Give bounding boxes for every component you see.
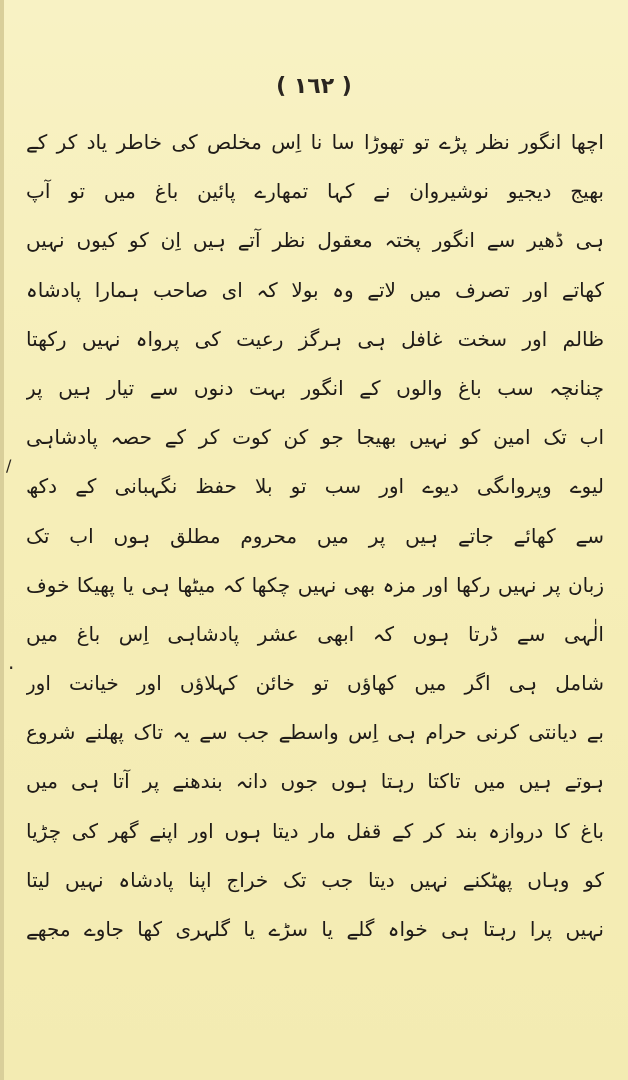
- text-line: باغ کا دروازہ بند کر کے قفل مار دیتا ہوں اور اپنے گھر کی چڑیا: [26, 818, 604, 843]
- text-line: اچھا انگور نظر پڑے تو تھوڑا سا نا اِس مخلص کی خاطر یاد کر کے: [26, 130, 604, 154]
- margin-mark: .: [8, 650, 15, 674]
- text-line: کھاتے اور تصرف میں لاتے وہ بولا کہ ای صاحب ہمارا پادشاہ: [26, 277, 604, 302]
- body-text: [26, 118, 604, 954]
- text-line: اب تک امین کو نہیں بھیجا جو کن کوت کر کے حصہ پادشاہی: [26, 425, 604, 450]
- margin-mark: /: [6, 456, 12, 475]
- text-line: شامل ہی اگر میں کھاؤں تو خائن کہلاؤں اور خیانت اور: [26, 671, 604, 696]
- text-line: الٰہی سے ڈرتا ہوں کہ ابھی عشر پادشاہی اِس باغ میں: [26, 621, 604, 646]
- page-binding-edge: [0, 0, 4, 1080]
- text-line: ظالم اور سخت غافل ہی ہرگز رعیت کی پرواہ نہیں رکھتا: [26, 326, 604, 351]
- text-line: چنانچہ سب باغ والوں کے انگور بہت دنوں سے تیار ہیں پر: [26, 375, 604, 400]
- text-line: ہوتے ہیں میں تاکتا رہتا ہوں جوں دانہ بندھنے پر آتا ہی میں: [26, 769, 604, 794]
- text-line: بے دیانتی کرنی حرام ہی اِس واسطے جب سے یہ تاک پھلنے شروع: [26, 720, 604, 745]
- text-line: سے کھائے جاتے ہیں پر میں محروم مطلق ہوں اب تک: [26, 523, 604, 548]
- text-line: ہی ڈھیر سے انگور پختہ معقول نظر آتے ہیں اِن کو کیوں نہیں: [26, 228, 604, 253]
- text-line: بھیج دیجیو نوشیروان نے کہا تمھارے پائین باغ میں تو آپ: [26, 179, 604, 204]
- text-line: کو وہاں پھٹکنے نہیں دیتا جب تک خراج اپنا پادشاہ نہیں لیتا: [26, 867, 604, 892]
- text-line: نہیں پرا رہتا ہی خواہ گلے یا سڑے یا گلہری کھا جاوے مجھے: [26, 917, 604, 941]
- page-number: ( ١٦٢ ): [276, 74, 352, 99]
- text-line: زبان پر نہیں رکھا اور مزہ بھی نہیں چکھا کہ میٹھا ہی یا پھیکا خوف: [26, 572, 604, 597]
- text-line: لیوے وپرواںگی دیوے اور سب تو بلا حفظ نگہبانی کے دکھ: [26, 474, 604, 499]
